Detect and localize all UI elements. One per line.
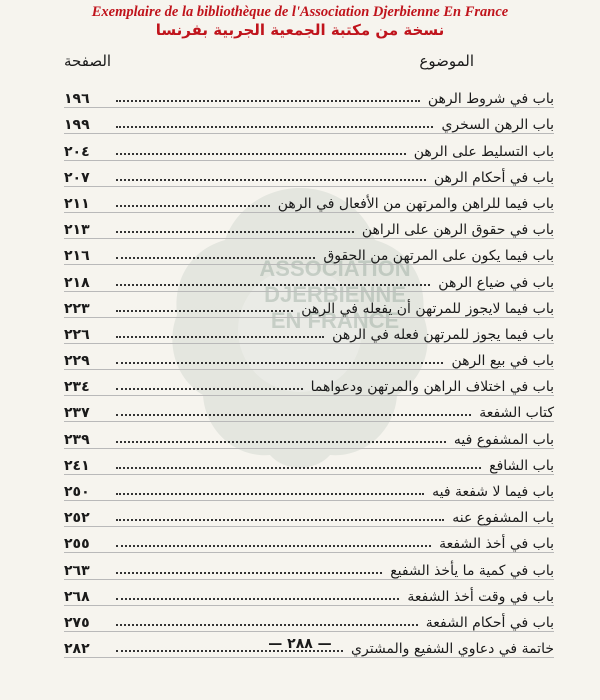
entry-page-number: ٢٥٥: [64, 536, 90, 553]
toc-entry: [64, 161, 554, 187]
entry-page-number: ٢٢٩: [64, 353, 90, 370]
stamp-arabic-line: نسخة من مكتبة الجمعية الجربية بفرنسا: [155, 21, 445, 39]
entry-page-number: ٢٥٢: [64, 510, 90, 527]
toc-entry: [64, 553, 554, 579]
entry-title: باب فيما يجوز للمرتهن فعله في الرهن: [332, 326, 554, 343]
dot-leader: [116, 362, 443, 364]
toc-entry: [64, 475, 554, 501]
entry-title: باب في اختلاف الراهن والمرتهن ودعواهما: [310, 379, 554, 396]
toc-entry: [64, 580, 554, 606]
entry-page-number: ٢٤١: [64, 457, 90, 474]
entry-title: باب في أحكام الرهن: [433, 169, 554, 186]
toc-entry: [64, 606, 554, 632]
toc-entry: [64, 344, 554, 370]
dot-leader: [116, 336, 324, 338]
entry-title: باب المشفوع فيه: [453, 431, 554, 448]
toc-entry: [64, 292, 554, 318]
toc-entry: [64, 318, 554, 344]
toc-entry: [64, 422, 554, 448]
toc-entry: [64, 213, 554, 239]
entry-title: باب في أخذ الشفعة: [439, 536, 554, 553]
entry-page-number: ٢٨٢: [64, 641, 90, 658]
entry-title: كتاب الشفعة: [479, 405, 554, 422]
entry-page-number: ٢١١: [64, 195, 90, 212]
entry-title: باب الشافع: [489, 457, 554, 474]
dot-leader: [116, 126, 433, 128]
toc-entry: [64, 239, 554, 265]
dot-leader: [116, 179, 426, 181]
entry-page-number: ٢١٨: [64, 274, 90, 291]
entry-page-number: ٢٦٣: [64, 562, 90, 579]
entry-title: باب في بيع الرهن: [451, 353, 554, 370]
dot-leader: [116, 414, 471, 416]
dot-leader: [116, 545, 431, 547]
page-column-header: الصفحة: [64, 52, 112, 70]
toc-entry: [64, 265, 554, 291]
toc-entry: [64, 527, 554, 553]
dot-leader: [116, 467, 481, 469]
entry-title: باب فيما للراهن والمرتهن من الأفعال في الرهن: [277, 195, 554, 212]
dot-leader: [116, 388, 303, 390]
dot-leader: [116, 598, 399, 600]
watermark-word-3: EN FRANCE: [270, 308, 400, 333]
entry-page-number: ٢١٣: [64, 222, 90, 239]
topic-column-header: الموضوع: [419, 52, 474, 70]
entry-page-number: ٢٣٤: [64, 379, 90, 396]
entry-page-number: ٢٣٩: [64, 431, 90, 448]
table-of-contents: [64, 82, 554, 658]
entry-title: باب في حقوق الرهن على الراهن: [361, 222, 554, 239]
entry-title: باب الرهن السخري: [441, 117, 554, 134]
dot-leader: [116, 284, 430, 286]
entry-page-number: ١٩٩: [64, 117, 90, 134]
dot-leader: [116, 100, 420, 102]
entry-page-number: ٢٦٨: [64, 588, 90, 605]
dot-leader: [116, 441, 446, 443]
entry-title: باب في وقت أخذ الشفعة: [407, 588, 554, 605]
entry-page-number: ٢٠٧: [64, 169, 90, 186]
entry-page-number: ٢٥٠: [64, 484, 90, 500]
entry-title: باب في أحكام الشفعة: [425, 614, 554, 631]
dot-leader: [116, 257, 315, 259]
stamp-french-line: Exemplaire de la bibliothèque de l'Association Djerbienne En France: [91, 4, 509, 20]
library-stamp-header: [0, 4, 600, 40]
dot-leader: [116, 205, 270, 207]
entry-page-number: ٢٣٧: [64, 405, 90, 422]
page-number: — ٢٨٨ —: [268, 636, 332, 652]
toc-entry: [64, 187, 554, 213]
toc-entry: [64, 82, 554, 108]
toc-column-headers: [64, 52, 554, 76]
entry-page-number: ٢٧٥: [64, 614, 90, 631]
toc-entry: [64, 449, 554, 475]
entry-title: باب المشفوع عنه: [452, 510, 554, 527]
entry-title: باب في شروط الرهن: [427, 91, 554, 108]
toc-entry: [64, 396, 554, 422]
entry-title: باب فيما يكون على المرتهن من الحقوق: [323, 248, 554, 265]
entry-title: باب التسليط على الرهن: [413, 143, 554, 160]
dot-leader: [116, 519, 444, 521]
dot-leader: [116, 493, 424, 495]
watermark-word-1: ASSOCIATION: [259, 256, 411, 281]
toc-entry: [64, 134, 554, 160]
dot-leader: [116, 624, 418, 626]
toc-entry: [64, 108, 554, 134]
dot-leader: [116, 231, 354, 233]
entry-title: باب فيما لايجوز للمرتهن أن يفعله في الرهن: [301, 300, 554, 317]
dot-leader: [116, 572, 382, 574]
entry-title: خاتمة في دعاوي الشفيع والمشتري: [351, 641, 554, 658]
entry-title: باب في ضياع الرهن: [438, 274, 554, 291]
entry-title: باب فيما لا شفعة فيه: [432, 484, 554, 500]
entry-page-number: ٢١٦: [64, 248, 90, 265]
toc-entry: [64, 501, 554, 527]
watermark-word-2: DJERBIENNE: [264, 282, 406, 307]
entry-page-number: ٢٠٤: [64, 143, 90, 160]
entry-page-number: ٢٢٦: [64, 326, 90, 343]
dot-leader: [116, 310, 293, 312]
entry-page-number: ٢٢٣: [64, 300, 90, 317]
entry-title: باب في كمية ما يأخذ الشفيع: [390, 562, 554, 579]
entry-page-number: ١٩٦: [64, 91, 90, 108]
dot-leader: [116, 153, 406, 155]
toc-entry: [64, 370, 554, 396]
